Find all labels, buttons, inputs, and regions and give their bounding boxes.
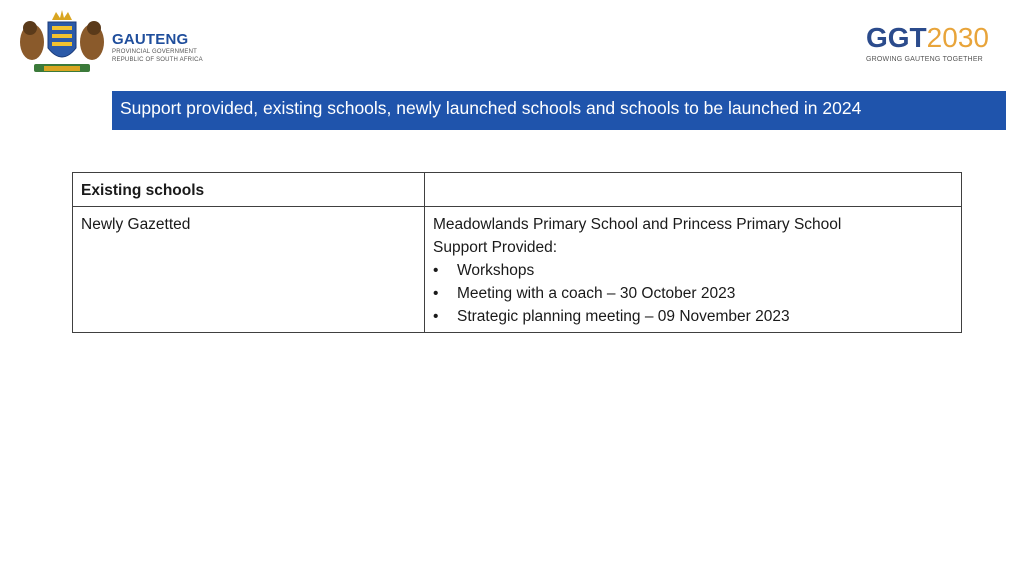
ggt-wordmark xyxy=(866,24,1006,52)
bullet-icon: • xyxy=(433,308,439,325)
school-names: Meadowlands Primary School and Princess Primary School xyxy=(433,216,842,233)
ggt2030-logo xyxy=(866,24,1006,72)
logo-name: GAUTENG xyxy=(112,31,189,48)
table-header-row xyxy=(73,173,962,207)
ggt-wordmark-b: 2030 xyxy=(926,22,989,53)
schools-table xyxy=(72,172,962,333)
slide-title: Support provided, existing schools, newly launched schools and schools to be launched in 2024 xyxy=(112,91,1006,130)
list-item xyxy=(433,259,953,282)
list-item xyxy=(433,282,953,305)
gauteng-logo xyxy=(14,8,214,76)
list-item xyxy=(433,305,953,328)
bullet-icon: • xyxy=(433,262,439,279)
row-details xyxy=(425,207,962,333)
table-row xyxy=(73,207,962,333)
table-header-cell: Existing schools xyxy=(73,173,425,207)
logo-subtitle-1: PROVINCIAL GOVERNMENT xyxy=(112,49,197,55)
bullet-icon: • xyxy=(433,285,439,302)
support-heading: Support Provided: xyxy=(433,239,558,256)
list-item-text: Meeting with a coach – 30 October 2023 xyxy=(457,285,736,302)
support-list xyxy=(433,259,953,328)
ggt-wordmark-a: GGT xyxy=(866,22,927,53)
coat-of-arms-icon xyxy=(14,8,110,76)
list-item-text: Workshops xyxy=(457,262,535,279)
row-label: Newly Gazetted xyxy=(73,207,425,333)
table-header-cell-empty xyxy=(425,173,962,207)
ggt-tagline: GROWING GAUTENG TOGETHER xyxy=(866,56,983,63)
logo-subtitle-2: REPUBLIC OF SOUTH AFRICA xyxy=(112,57,203,63)
list-item-text: Strategic planning meeting – 09 November 2023 xyxy=(457,308,790,325)
